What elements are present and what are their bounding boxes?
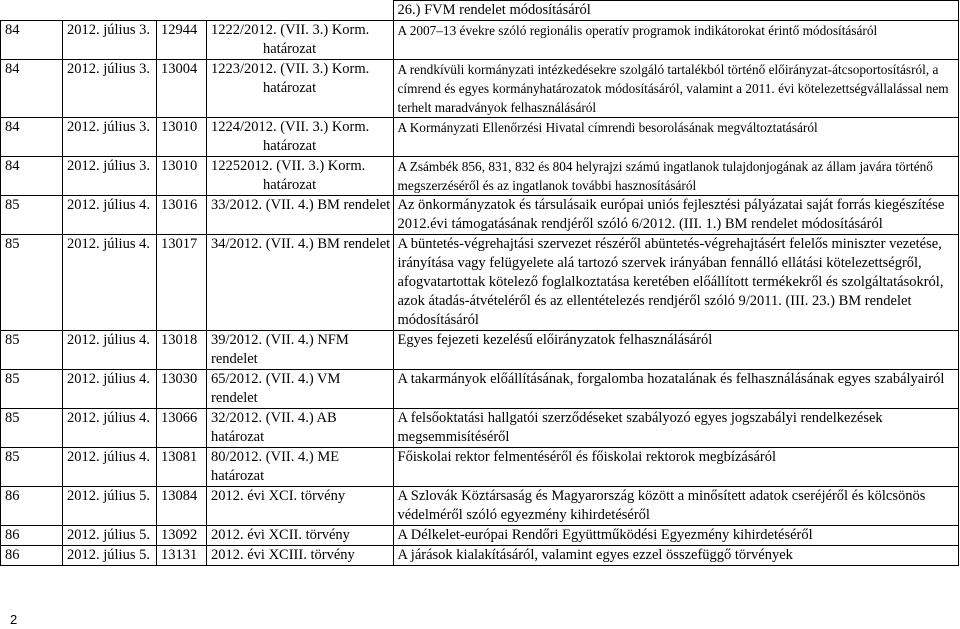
page-id: 13004 (157, 60, 207, 118)
reference (207, 118, 394, 157)
table-row (1, 409, 959, 448)
reference-line-1: 2012. évi XCI. törvény (211, 488, 346, 504)
issue-date: 2012. július 4. (63, 409, 157, 448)
page-id: 13081 (157, 448, 207, 487)
table-row (1, 1, 959, 21)
description: Főiskolai rektor felmentéséről és főiskolai rektorok megbízásáról (393, 448, 959, 487)
description: A Délkelet-európai Rendőri Együttműködési Egyezmény kihirdetéséről (393, 526, 959, 546)
issue-number: 86 (1, 546, 63, 566)
reference-line-1: 1222/2012. (VII. 3.) Korm. (211, 22, 370, 38)
reference (207, 409, 394, 448)
description: A Szlovák Köztársaság és Magyarország között a minősített adatok cseréjéről és kölcsönös védelméről szóló egyezmény kihirdetéséről (393, 487, 959, 526)
issue-date: 2012. július 4. (63, 235, 157, 331)
issue-date: 2012. július 4. (63, 331, 157, 370)
reference (207, 157, 394, 196)
issue-number: 85 (1, 448, 63, 487)
issue-date: 2012. július 5. (63, 546, 157, 566)
reference-line-1: 80/2012. (VII. 4.) ME határozat (211, 449, 340, 484)
description: Az önkormányzatok és társulásaik európai uniós fejlesztési pályázatai saját forrás kiegészítése 2012.évi támogatásának rendjéről szóló 6/2012. (III. 1.) BM rendelet módosításáról (393, 196, 959, 235)
description: A rendkívüli kormányzati intézkedésekre szolgáló tartalékból történő előirányzat-átcsoportosításról, a címrend és egyes kormányhatározatok módosításáról, valamint a 2011. évi kötelezettségvállalással nem terhelt maradványok felhasználásáról (393, 60, 959, 118)
issue-number: 86 (1, 526, 63, 546)
reference-line-2: határozat (263, 80, 317, 96)
issue-date: 2012. július 4. (63, 196, 157, 235)
reference (207, 21, 394, 60)
reference (207, 370, 394, 409)
page-id: 13017 (157, 235, 207, 331)
issue-date: 2012. július 5. (63, 526, 157, 546)
table-row (1, 526, 959, 546)
reference-line-2: határozat (263, 138, 317, 154)
page-id: 13018 (157, 331, 207, 370)
page-id: 13010 (157, 118, 207, 157)
table-row (1, 546, 959, 566)
table-row (1, 370, 959, 409)
reference (207, 546, 394, 566)
page-id: 13016 (157, 196, 207, 235)
issue-number: 85 (1, 370, 63, 409)
reference-line-1: 2012. évi XCIII. törvény (211, 547, 355, 563)
table-row (1, 235, 959, 331)
reference (207, 196, 394, 235)
description: A 2007–13 évekre szóló regionális operatív programok indikátorokat érintő módosításáról (393, 21, 959, 60)
table-row (1, 118, 959, 157)
issue-date: 2012. július 3. (63, 157, 157, 196)
table-row (1, 157, 959, 196)
reference (207, 331, 394, 370)
description: Egyes fejezeti kezelésű előirányzatok felhasználásáról (393, 331, 959, 370)
issue-date: 2012. július 5. (63, 487, 157, 526)
table-row (1, 21, 959, 60)
reference-line-1: 65/2012. (VII. 4.) VM rendelet (211, 371, 341, 406)
page-id: 13066 (157, 409, 207, 448)
issue-number: 85 (1, 196, 63, 235)
reference-line-1: 12252012. (VII. 3.) Korm. (211, 158, 366, 174)
page-id: 13131 (157, 546, 207, 566)
reference-line-1: 34/2012. (VII. 4.) BM rendelet (211, 236, 391, 252)
description: A büntetés-végrehajtási szervezet részéről abüntetés-végrehajtásért felelős miniszter vezetése, irányítása vagy felügyelete alá tartozó szervek irányában fennálló ellátási kötelezettségről, afogvatartottak kötelező foglalkoztatása keretében előállított termékekről és szolgáltatásokról, azok átadás-átvételéről és az ellentételezés rendjéről szóló 9/2011. (III. 23.) BM rendelet módosításáról (393, 235, 959, 331)
issue-date: 2012. július 4. (63, 448, 157, 487)
page-id: 13030 (157, 370, 207, 409)
reference-line-1: 39/2012. (VII. 4.) NFM rendelet (211, 332, 349, 367)
issue-number: 84 (1, 118, 63, 157)
issue-date: 2012. július 3. (63, 118, 157, 157)
issue-number: 84 (1, 157, 63, 196)
reference-line-1: 1224/2012. (VII. 3.) Korm. (211, 119, 370, 135)
description: A takarmányok előállításának, forgalomba hozatalának és felhasználásának egyes szabályairól (393, 370, 959, 409)
page-id: 13010 (157, 157, 207, 196)
description: A Kormányzati Ellenőrzési Hivatal címrendi besorolásának megváltoztatásáról (393, 118, 959, 157)
description: A járások kialakításáról, valamint egyes ezzel összefüggő törvények (393, 546, 959, 566)
table-row (1, 331, 959, 370)
table-row (1, 196, 959, 235)
reference (207, 60, 394, 118)
issue-number: 85 (1, 409, 63, 448)
issue-number: 85 (1, 331, 63, 370)
issue-number: 84 (1, 60, 63, 118)
reference-line-2: határozat (263, 177, 317, 193)
reference-line-1: 2012. évi XCII. törvény (211, 527, 350, 543)
table-row (1, 487, 959, 526)
issue-number: 86 (1, 487, 63, 526)
description: A felsőoktatási hallgatói szerződéseket szabályozó egyes jogszabályi rendelkezések megsemmisítéséről (393, 409, 959, 448)
reference-line-1: 1223/2012. (VII. 3.) Korm. (211, 61, 370, 77)
issue-date: 2012. július 3. (63, 21, 157, 60)
description: A Zsámbék 856, 831, 832 és 804 helyrajzi számú ingatlanok tulajdonjogának az állam javára történő megszerzéséről és az ingatlanok további hasznosításáról (393, 157, 959, 196)
reference (207, 487, 394, 526)
issue-number: 84 (1, 21, 63, 60)
issue-date: 2012. július 3. (63, 60, 157, 118)
reference-line-2: határozat (263, 41, 317, 57)
page-id: 13092 (157, 526, 207, 546)
table-row (1, 448, 959, 487)
page-id: 13084 (157, 487, 207, 526)
continuation-text: 26.) FVM rendelet módosításáról (393, 1, 959, 21)
reference-line-1: 32/2012. (VII. 4.) AB határozat (211, 410, 337, 445)
reference (207, 526, 394, 546)
page-number: 2 (10, 612, 18, 627)
issue-number: 85 (1, 235, 63, 331)
reference (207, 448, 394, 487)
issue-date: 2012. július 4. (63, 370, 157, 409)
reference (207, 235, 394, 331)
page-id: 12944 (157, 21, 207, 60)
table-row (1, 60, 959, 118)
reference-line-1: 33/2012. (VII. 4.) BM rendelet (211, 197, 391, 213)
